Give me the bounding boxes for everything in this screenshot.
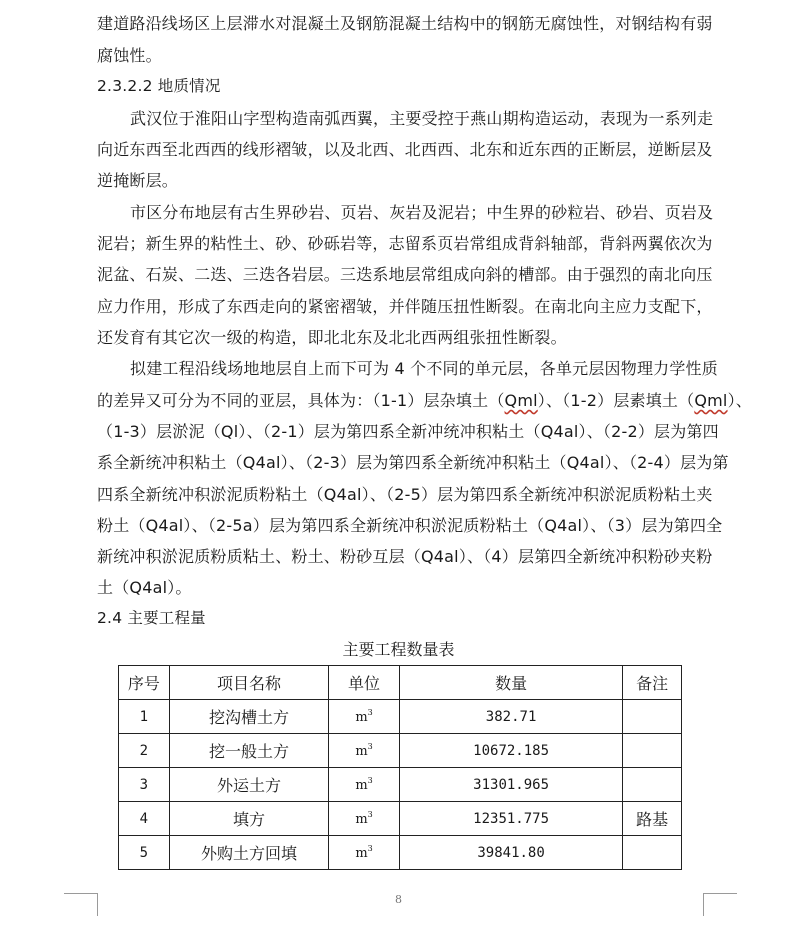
body-line: 的差异又可分为不同的亚层，具体为：（1-1）层杂填土（Qml）、（1-2）层素填土（Qml）、: [97, 391, 752, 410]
cell-quantity: 31301.965: [399, 768, 623, 802]
body-line: 建道路沿线场区上层滞水对混凝土及钢筋混凝土结构中的钢筋无腐蚀性，对钢结构有弱: [97, 14, 713, 33]
cell-no: 2: [119, 734, 170, 768]
header-remarks: 备注: [623, 666, 682, 700]
body-line: 武汉位于淮阳山字型构造南弧西翼，主要受控于燕山期构造运动，表现为一系列走: [130, 109, 714, 128]
cell-remarks: [623, 734, 682, 768]
table-row: [119, 802, 682, 836]
body-line: 土（Q4al）。: [97, 578, 192, 597]
cell-no: 4: [119, 802, 170, 836]
page-number: 8: [395, 893, 402, 906]
cell-remarks: [623, 836, 682, 870]
section-heading-quantities: 2.4 主要工程量: [97, 609, 206, 627]
cell-remarks: [623, 768, 682, 802]
cell-remarks: 路基: [623, 802, 682, 836]
cell-item-name: 外运土方: [169, 768, 329, 802]
body-line: 四系全新统冲积淤泥质粉粘土（Q4al）、（2-5）层为第四系全新统冲积淤泥质粉粘土夹: [97, 485, 713, 504]
table-row: [119, 768, 682, 802]
table-row: [119, 700, 682, 734]
cell-quantity: 382.71: [399, 700, 623, 734]
body-line: 逆掩断层。: [97, 171, 179, 190]
cell-unit: $m^3$: [329, 768, 400, 802]
body-line: 新统冲积淤泥质粉质粘土、粉土、粉砂互层（Q4al）、（4）层第四全新统冲积粉砂夹粉: [97, 547, 713, 566]
cell-no: 1: [119, 700, 170, 734]
cell-unit: $m^3$: [329, 802, 400, 836]
body-line: 向近东西至北西西的线形褶皱，以及北西、北西西、北东和近东西的正断层，逆断层及: [97, 140, 713, 159]
body-line: 泥岩；新生界的粘性土、砂、砂砾岩等，志留系页岩常组成背斜轴部，背斜两翼依次为: [97, 234, 713, 253]
table-title: 主要工程数量表: [342, 640, 455, 659]
header-unit: 单位: [329, 666, 400, 700]
body-line: 粉土（Q4al）、（2-5a）层为第四系全新统冲积淤泥质粉粘土（Q4al）、（3）层为第四全: [97, 516, 723, 535]
table-row: [119, 836, 682, 870]
section-heading-geology: 2.3.2.2 地质情况: [97, 77, 221, 95]
body-line: 市区分布地层有古生界砂岩、页岩、灰岩及泥岩；中生界的砂粒岩、砂岩、页岩及: [130, 203, 714, 222]
cell-quantity: 10672.185: [399, 734, 623, 768]
body-line: 还发育有其它次一级的构造，即北北东及北北西两组张扭性断裂。: [97, 328, 567, 347]
cell-no: 5: [119, 836, 170, 870]
cell-remarks: [623, 700, 682, 734]
body-line: 系全新统冲积粘土（Q4al）、（2-3）层为第四系全新统冲积粘土（Q4al）、（2-4）层为第: [97, 453, 729, 472]
cell-item-name: 挖沟槽土方: [169, 700, 329, 734]
cell-quantity: 39841.80: [399, 836, 623, 870]
header-no: 序号: [119, 666, 170, 700]
table-header-row: [119, 666, 682, 700]
table-row: [119, 734, 682, 768]
cell-quantity: 12351.775: [399, 802, 623, 836]
header-item-name: 项目名称: [169, 666, 329, 700]
body-line: 应力作用，形成了东西走向的紧密褶皱，并伴随压扭性断裂。在南北向主应力支配下，: [97, 297, 713, 316]
cell-unit: $m^3$: [329, 700, 400, 734]
cell-item-name: 填方: [169, 802, 329, 836]
cell-unit: $m^3$: [329, 734, 400, 768]
cell-item-name: 外购土方回填: [169, 836, 329, 870]
header-quantity: 数量: [399, 666, 623, 700]
cell-no: 3: [119, 768, 170, 802]
body-line: （1-3）层淤泥（Ql）、（2-1）层为第四系全新冲统冲积粘土（Q4al）、（2-2）层为第四: [97, 422, 719, 441]
quantity-table: [118, 665, 682, 870]
cell-unit: $m^3$: [329, 836, 400, 870]
cell-item-name: 挖一般土方: [169, 734, 329, 768]
body-line: 拟建工程沿线场地地层自上而下可为 4 个不同的单元层，各单元层因物理力学性质: [130, 359, 718, 378]
body-line: 腐蚀性。: [97, 46, 162, 65]
body-line: 泥盆、石炭、二迭、三迭各岩层。三迭系地层常组成向斜的槽部。由于强烈的南北向压: [97, 265, 713, 284]
